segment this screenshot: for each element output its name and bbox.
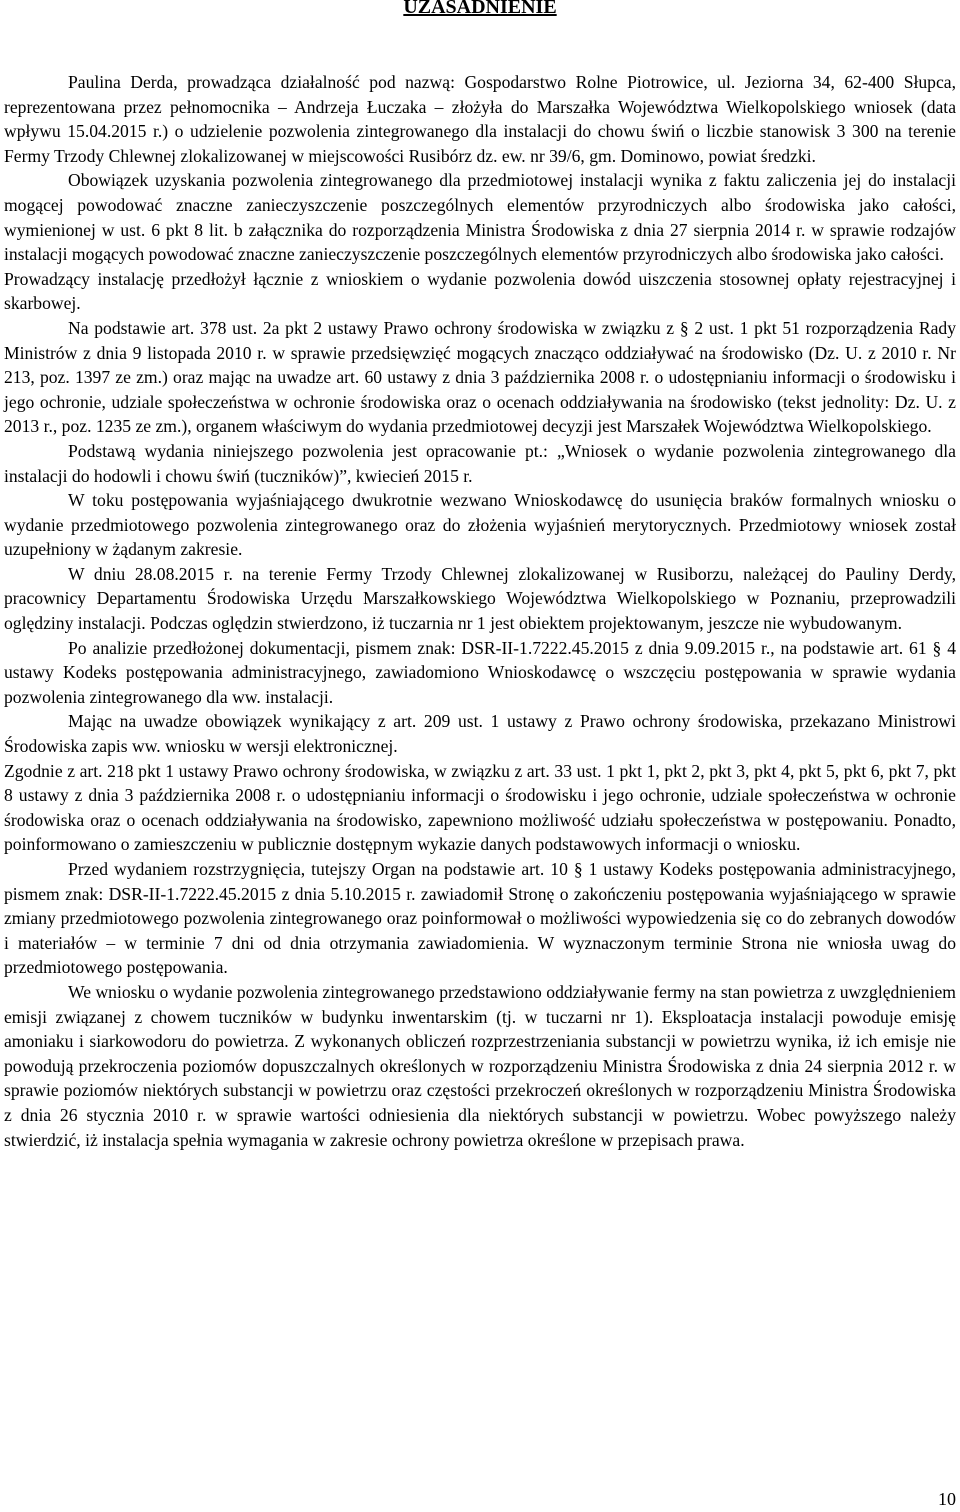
paragraph-formal-defects: W toku postępowania wyjaśniającego dwukrotnie wezwano Wnioskodawcę do usunięcia braków formalnych wniosku o wydanie przedmiotowego pozwolenia zintegrowanego oraz do złożenia wyjaśnień merytorycznych. Przedmiotowy wniosek został uzupełniony w żądanym zakresie. (4, 490, 956, 560)
document-body (4, 70, 956, 1152)
paragraph-fees: Prowadzący instalację przedłożył łącznie z wnioskiem o wydanie pozwolenia dowód uiszczenia stosownej opłaty rejestracyjnej i skarbowej. (4, 268, 956, 314)
paragraph-legal-basis: Na podstawie art. 378 ust. 2a pkt 2 ustawy Prawo ochrony środowiska w związku z § 2 ust. 1 pkt 51 rozporządzenia Rady Ministrów z dnia 9 listopada 2010 r. w sprawie przedsięwzięć mogących znacząco oddziaływać na środowisko (Dz. U. z 2010 r. Nr 213, poz. 1397 ze zm.) oraz mając na uwadze art. 60 ustawy z dnia 3 października 2008 r. o udostępnianiu informacji o środowisku i jego ochronie, udziale społeczeństwa w ochronie środowiska oraz o ocenach oddziaływania na środowisko (tekst jednolity: Dz. U. z 2013 r., poz. 1235 ze zm.), organem właściwym do wydania przedmiotowej decyzji jest Marszałek Województwa Wielkopolskiego. (4, 317, 956, 437)
paragraph-closing-notice: Przed wydaniem rozstrzygnięcia, tutejszy Organ na podstawie art. 10 § 1 ustawy Kodeks postępowania administracyjnego, pismem znak: DSR-II-1.7222.45.2015 z dnia 5.10.2015 r. zawiadomił Stronę o zakończeniu postępowania wyjaśniającego w sprawie zmiany przedmiotowego pozwolenia zintegrowanego oraz poinformował o możliwości wypowiedzenia się co do zebranych dowodów i materiałów – w terminie 7 dni od dnia otrzymania zawiadomienia. W wyznaczonym terminie Strona nie wniosła uwag do przedmiotowego postępowania. (4, 859, 956, 978)
paragraph-air-emissions: We wniosku o wydanie pozwolenia zintegrowanego przedstawiono oddziaływanie fermy na stan powietrza z uwzględnieniem emisji związanej z chowem tuczników w budynku inwentarskim (tj. w tuczarni nr 1). Eksploatacja instalacji powoduje emisję amoniaku i siarkowodoru do powietrza. Z wykonanych obliczeń rozprzestrzeniania substancji w powietrzu wynika, iż ich emisje nie powodują przekroczenia poziomów dopuszczalnych określonych w rozporządzeniu Ministra Środowiska z dnia 24 sierpnia 2012 r. w sprawie poziomów niektórych substancji w powietrzu oraz częstości przekroczeń określonych w rozporządzeniu Ministra Środowiska z dnia 26 stycznia 2010 r. w sprawie wartości odniesienia dla niektórych substancji w powietrzu. Wobec powyższego należy stwierdzić, iż instalacja spełnia wymagania w zakresie ochrony powietrza określone w przepisach prawa. (4, 981, 956, 1150)
paragraph-proceedings-start: Po analizie przedłożonej dokumentacji, pismem znak: DSR-II-1.7222.45.2015 z dnia 9.09.2015 r., na podstawie art. 61 § 4 ustawy Kodeks postępowania administracyjnego, zawiadomiono Wnioskodawcę o wszczęciu postępowania w sprawie wydania pozwolenia zintegrowanego dla ww. instalacji. (4, 637, 956, 707)
paragraph-public-participation: Zgodnie z art. 218 pkt 1 ustawy Prawo ochrony środowiska, w związku z art. 33 ust. 1 pkt 1, pkt 2, pkt 3, pkt 4, pkt 5, pkt 6, pkt 7, pkt 8 ustawy z dnia 3 października 2008 r. o udostępnianiu informacji o środowisku i jego ochronie, udziale społeczeństwa w ochronie środowiska oraz o ocenach oddziaływania na środowisko, zapewniono możliwość udziału społeczeństwa w postępowaniu. Ponadto, poinformowano o zamieszczeniu w publicznie dostępnym wykazie danych podstawowych informacji o wniosku. (4, 760, 956, 855)
paragraph-study: Podstawą wydania niniejszego pozwolenia jest opracowanie pt.: „Wniosek o wydanie pozwolenia zintegrowanego dla instalacji do hodowli i chowu świń (tuczników)”, kwiecień 2015 r. (4, 440, 956, 486)
page-number: 10 (938, 1489, 956, 1509)
paragraph-inspection: W dniu 28.08.2015 r. na terenie Fermy Trzody Chlewnej zlokalizowanej w Rusiborzu, należącej do Pauliny Derdy, pracownicy Departamentu Środowiska Urzędu Marszałkowskiego Województwa Wielkopolskiego w Poznaniu, przeprowadzili oględziny instalacji. Podczas oględzin stwierdzono, iż tuczarnia nr 1 jest obiektem projektowanym, jeszcze nie wybudowanym. (4, 563, 956, 634)
paragraph-obligation: Obowiązek uzyskania pozwolenia zintegrowanego dla przedmiotowej instalacji wynika z faktu zaliczenia jej do instalacji mogącej powodować znaczne zanieczyszczenie poszczególnych elementów przyrodniczych albo środowiska jako całości, wymienionej w ust. 6 pkt 8 lit. b załącznika do rozporządzenia Ministra Środowiska z dnia 27 sierpnia 2014 r. w sprawie rodzajów instalacji mogących powodować znaczne zanieczyszczenie poszczególnych elementów przyrodniczych albo środowiska jako całości. (4, 170, 956, 265)
paragraph-applicant: Paulina Derda, prowadząca działalność pod nazwą: Gospodarstwo Rolne Piotrowice, ul. Jeziorna 34, 62-400 Słupca, reprezentowana przez pełnomocnika – Andrzeja Łuczaka – złożyła do Marszałka Województwa Wielkopolskiego wniosek (data wpływu 15.04.2015 r.) o udzielenie pozwolenia zintegrowanego dla instalacji do chowu świń o liczbie stanowisk 3 300 na terenie Fermy Trzody Chlewnej zlokalizowanej w miejscowości Rusibórz dz. ew. nr 39/6, gm. Dominowo, powiat średzki. (4, 72, 956, 166)
document-heading: UZASADNIENIE (403, 0, 557, 18)
paragraph-ministry-transfer: Mając na uwadze obowiązek wynikający z art. 209 ust. 1 ustawy z Prawo ochrony środowiska, przekazano Ministrowi Środowiska zapis ww. wniosku w wersji elektronicznej. (4, 711, 956, 757)
